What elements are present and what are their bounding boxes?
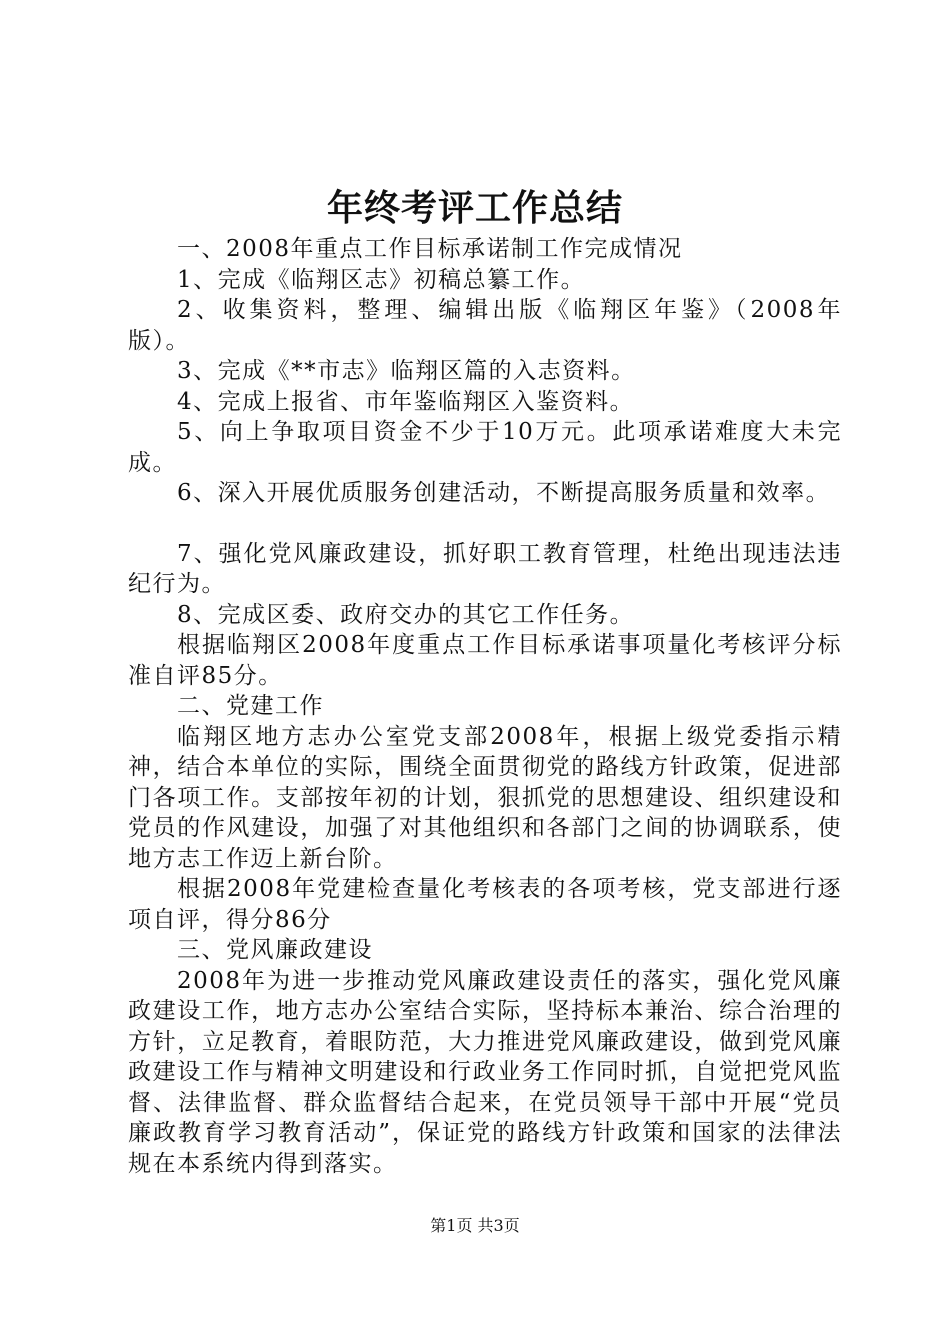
paragraph-item-2: 2、收集资料，整理、编辑出版《临翔区年鉴》（2008年版）。 [128, 297, 842, 354]
paragraph-item-6: 6、深入开展优质服务创建活动，不断提高服务质量和效率。 [177, 480, 831, 506]
paragraph-item-7: 7、强化党风廉政建设，抓好职工教育管理，杜绝出现违法违纪行为。 [128, 540, 842, 597]
paragraph-party-score: 根据2008年党建检查量化考核表的各项考核，党支部进行逐项自评，得分86分 [128, 876, 842, 933]
paragraph-integrity-building: 2008年为进一步推动党风廉政建设责任的落实，强化党风廉政建设工作，地方志办公室结合实际，坚持标本兼治、综合治理的方针，立足教育，着眼防范，大力推进党风廉政建设，做到党风廉政建设工作与精神文明建设和行政业务工作同时抓，自觉把党风监督、法律监督、群众监督结合起来，在党员领导干部中开展“党员廉政教育学习教育活动”，保证党的路线方针政策和国家的法律法规在本系统内得到落实。 [128, 967, 842, 1177]
paragraph-party-building: 临翔区地方志办公室党支部2008年，根据上级党委指示精神，结合本单位的实际，围绕全面贯彻党的路线方针政策，促进部门各项工作。支部按年初的计划，狠抓党的思想建设、组织建设和党员的作风建设，加强了对其他组织和各部门之间的协调联系，使地方志工作迈上新台阶。 [128, 723, 842, 872]
paragraph-section-3-heading: 三、党风廉政建设 [177, 937, 373, 963]
paragraph-item-5: 5、向上争取项目资金不少于10万元。此项承诺难度大未完成。 [128, 419, 842, 476]
paragraph-item-8: 8、完成区委、政府交办的其它工作任务。 [177, 601, 635, 628]
paragraph-score-summary: 根据临翔区2008年度重点工作目标承诺事项量化考核评分标准自评85分。 [128, 632, 842, 689]
page-number-footer: 第1页 共3页 [430, 1216, 520, 1235]
paragraph-section-1-heading: 一、2008年重点工作目标承诺制工作完成情况 [177, 236, 683, 262]
document-body [128, 234, 842, 1179]
paragraph-item-3: 3、完成《**市志》临翔区篇的入志资料。 [177, 358, 636, 384]
paragraph-section-2-heading: 二、党建工作 [177, 693, 324, 719]
paragraph-item-4: 4、完成上报省、市年鉴临翔区入鉴资料。 [177, 388, 635, 415]
paragraph-item-1: 1、完成《临翔区志》初稿总纂工作。 [177, 266, 586, 293]
document-title: 年终考评工作总结 [326, 187, 623, 229]
